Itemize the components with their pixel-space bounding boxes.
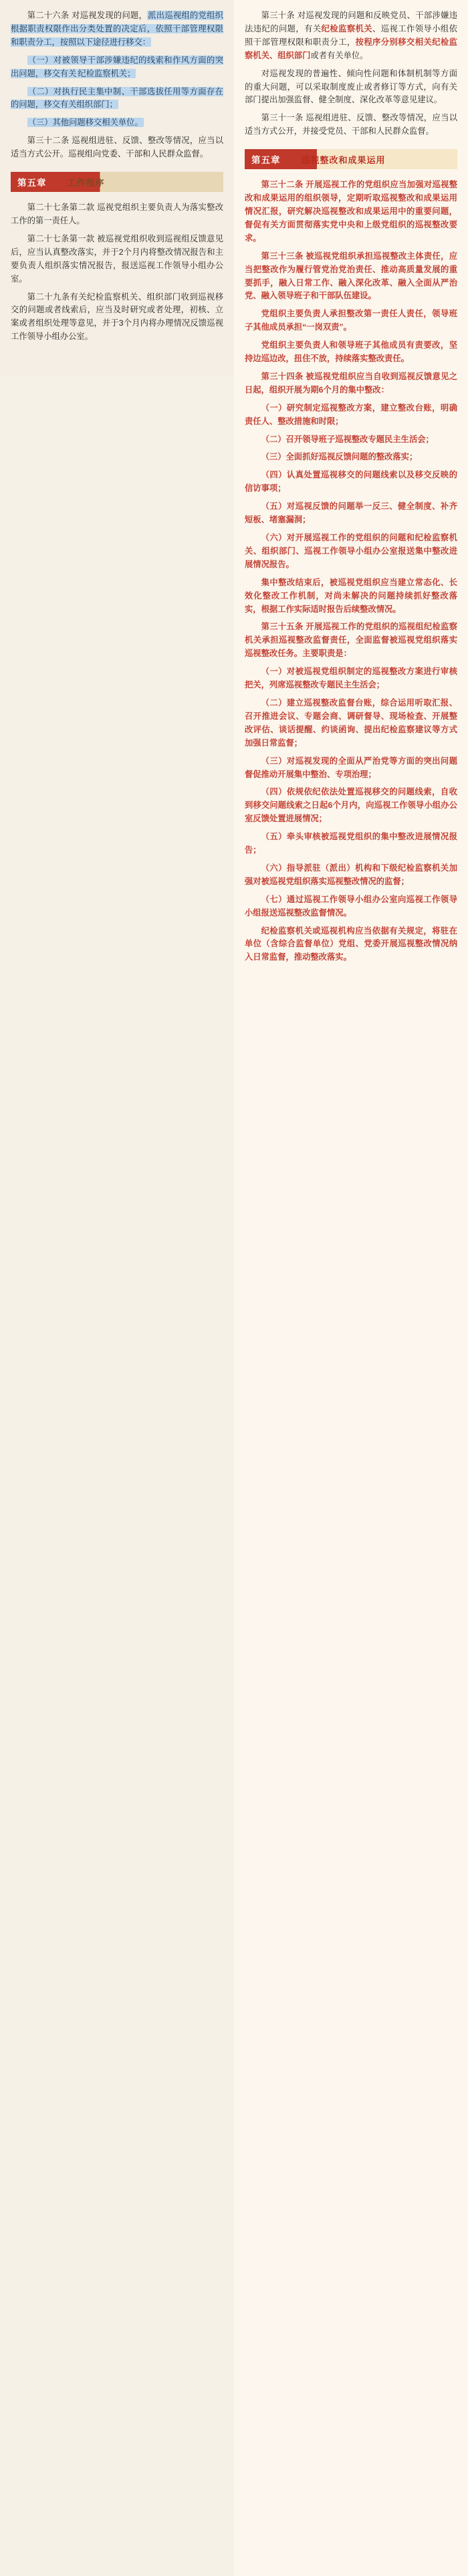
paragraph	[245, 9, 457, 63]
paragraph	[245, 500, 457, 527]
paragraph	[245, 469, 457, 496]
text-segment: 研究解决巡视整改和成果运用中的重要问题，督促有关方面贯彻落实党中央和上级党组织的巡视整改要求。	[245, 206, 457, 243]
text-segment: 第三十三条 被巡视党组织承担巡视整改主体责任，应当把整改作为履行管党治党治责任、推动高质量发展的重要抓手，融入日常工作、融入深化改革、融入全面从严治党、融入领导班子和干部队伍建设。	[245, 251, 457, 301]
banner-arrow-icon	[53, 172, 61, 192]
text-segment: 第三十四条 被巡视党组织应当自收到巡视反馈意见之日起，组织开展为期6个月的集中整改：	[245, 371, 457, 395]
left-column	[0, 0, 234, 375]
text-segment: （七）通过巡视工作领导小组办公室向巡视工作领导小组报送巡视整改监督情况。	[245, 894, 457, 918]
text-segment: （二）建立巡视整改监督台账，综合运用听取汇报、召开推进会议、专题会商、调研督导、现场检查、开展整改评估、谈话提醒、约谈函询、提出纪检监察建议等方式加强日常监督；	[245, 697, 457, 748]
text-segment: （二）召开领导班子巡视整改专题民主生活会；	[261, 434, 434, 444]
paragraph	[245, 179, 457, 245]
paragraph	[245, 831, 457, 857]
text-segment: （一）研究制定巡视整改方案，建立整改台账，明确责任人、整改措施和时限；	[245, 403, 457, 426]
text-segment: 第二十九条有关纪检监察机关、组织部门收到巡视移交的问题或者线索后，应当及时研究或者处理，初核、立案或者组织处理等意见，并于3个月内将办理情况反馈巡视工作领导小组办公室。	[11, 292, 223, 342]
paragraph	[245, 308, 457, 334]
text-segment: 第三十二条 巡视组进驻、反馈、整改等情况，应当以适当方式公开。巡视组向党委、干部和人民群众监督。	[11, 136, 223, 159]
text-segment: 第三十一条 巡视组进驻、反馈、整改等情况，应当以适当方式公开，并接受党员、干部和人民群众监督。	[245, 113, 457, 136]
chapter-title: 工作程序	[67, 177, 105, 188]
paragraph	[245, 112, 457, 138]
chapter-number: 第五章	[17, 178, 47, 189]
text-segment: 第二十七条第二款 巡视党组织主要负责人为落实整改工作的第一责任人。	[11, 203, 223, 225]
paragraph	[11, 54, 223, 81]
right-column	[234, 0, 468, 996]
paragraph	[245, 402, 457, 429]
text-segment: 第三十条 对巡视发现的问题和反映党员、干部涉嫌违法违纪的问题，有关	[245, 11, 457, 33]
text-segment: （六）指导派驻（派出）机构和下级纪检监察机关加强对被巡视党组织落实巡视整改情况的监督；	[245, 863, 457, 886]
paragraph	[245, 576, 457, 617]
text-segment: （一）对被巡视党组织制定的巡视整改方案进行审核把关，列席巡视整改专题民主生活会；	[245, 667, 457, 690]
paragraph	[245, 532, 457, 572]
paragraph	[245, 862, 457, 889]
paragraph	[11, 134, 223, 161]
text-segment: 第三十五条 开展巡视工作的党组织的巡视组纪检监察机关承担巡视整改监督责任，全面监督被巡视党组织落实巡视整改任务。主要职责是：	[245, 622, 457, 659]
paragraph	[245, 786, 457, 826]
text-segment: 或者有关单位。	[310, 50, 368, 60]
paragraph	[245, 621, 457, 661]
text-segment: 按程序分别移交相关	[355, 37, 433, 47]
text-segment: 第二十六条 对巡视发现的问题，	[27, 11, 148, 20]
text-segment: （五）对巡视反馈的问题举一反三、健全制度、补齐短板、堵塞漏洞；	[245, 502, 457, 525]
paragraph	[11, 116, 223, 130]
paragraph	[245, 755, 457, 782]
paragraph	[245, 665, 457, 692]
chapter-number: 第五章	[251, 155, 281, 166]
chapter-title: 巡视整改和成果运用	[301, 154, 386, 165]
chapter-banner	[245, 149, 457, 169]
text-segment: （二）对执行民主集中制、干部选拔任用等方面存在的问题，移交有关组织部门；	[11, 86, 223, 110]
text-segment: 纪检监察机关；	[78, 68, 136, 78]
text-segment: （六）对开展巡视工作的党组织的问题和纪检监察机关、组织部门、巡视工作领导小组办公室报送集中整改进展情况报告。	[245, 533, 457, 569]
paragraph	[11, 9, 223, 49]
text-segment: 党组织主要负责人和领导班子其他成员有责要改，坚持边巡边改，扭住不放，持续落实整改责任。	[245, 340, 457, 364]
paragraph	[245, 68, 457, 108]
text-segment: 第二十七条第一款 被巡视党组织收到巡视组反馈意见后，应当认真整改落实，并于2个月内将整改情况报告和主要负责人组织落实情况报告，报送巡视工作领导小组办公室。	[11, 233, 223, 284]
text-segment: （一）对被领导干部涉嫌违纪的线索和作风方面的突出问题，移交有关	[11, 55, 223, 78]
text-segment: （三）其他问题移交相关单位。	[27, 118, 143, 128]
text-segment: （四）依规依纪依法处置巡视移交的问题线索，自收到移交问题线索之日起6个月内，向巡视工作领导小组办公室反馈处置进展情况；	[245, 787, 457, 824]
paragraph	[245, 339, 457, 366]
text-segment: （三）全面抓好巡视反馈问题的整改落实；	[261, 452, 418, 462]
text-segment: 、巡视工作领导小组依照干部管理权限和职责分工，	[245, 23, 457, 47]
two-column-layout	[0, 0, 468, 996]
paragraph	[245, 250, 457, 304]
text-segment: （五）牵头审核被巡视党组织的集中整改进展情况报告；	[245, 832, 457, 855]
text-segment: 纪检监察机关	[321, 23, 373, 33]
paragraph	[11, 201, 223, 228]
paragraph	[245, 697, 457, 750]
paragraph	[245, 370, 457, 397]
paragraph	[245, 893, 457, 920]
text-segment: 纪检监察机关、组织部门	[245, 37, 457, 60]
text-segment: 集中整改结束后，被巡视党组织应当建立常态化、长效化整改工作机制，对尚未解决的问题持续抓好整改落实，根据工作实际适时报告后续整改情况。	[245, 577, 457, 614]
paragraph	[245, 925, 457, 965]
text-segment: （四）认真处置巡视移交的问题线索以及移交反映的信访事项；	[245, 470, 457, 494]
text-segment: （三）对巡视发现的全面从严治党等方面的突出问题督促推动开展集中整治、专项治理；	[245, 756, 457, 779]
text-segment: 纪检监察机关或巡视机构应当依据有关规定，将驻在单位（含综合监督单位）党组、党委开展巡视整改情况纳入日常监督，推动整改落实。	[245, 926, 457, 962]
paragraph	[11, 291, 223, 344]
text-segment: 第三十二条 开展巡视工作的党组织应当加强对巡视整改和成果运用的组织领导，定期听取巡视整改和成果运用情况汇报，	[245, 180, 457, 216]
paragraph	[245, 451, 457, 464]
text-segment: 党组织主要负责人承担整改第一责任人责任，领导班子其他成员承担	[245, 309, 457, 332]
paragraph	[11, 233, 223, 286]
banner-arrow-icon	[287, 149, 295, 169]
text-segment: 。	[343, 322, 352, 332]
text-segment: 派出巡视组的党组织根据职责权限作出分类处置的决定后，依照干部管理权限和职责分工，按照以下途径进行移交：	[11, 11, 223, 47]
text-segment: 对巡视发现的普遍性、倾向性问题和体制机制等方面的重大问题，可以采取制度废止或者修订等方式，向有关部门提出加强监督、健全制度、深化改革等意见建议。	[245, 68, 457, 105]
paragraph	[245, 433, 457, 447]
text-segment: “一岗双责”	[302, 322, 344, 332]
chapter-banner	[11, 172, 223, 192]
paragraph	[11, 86, 223, 112]
